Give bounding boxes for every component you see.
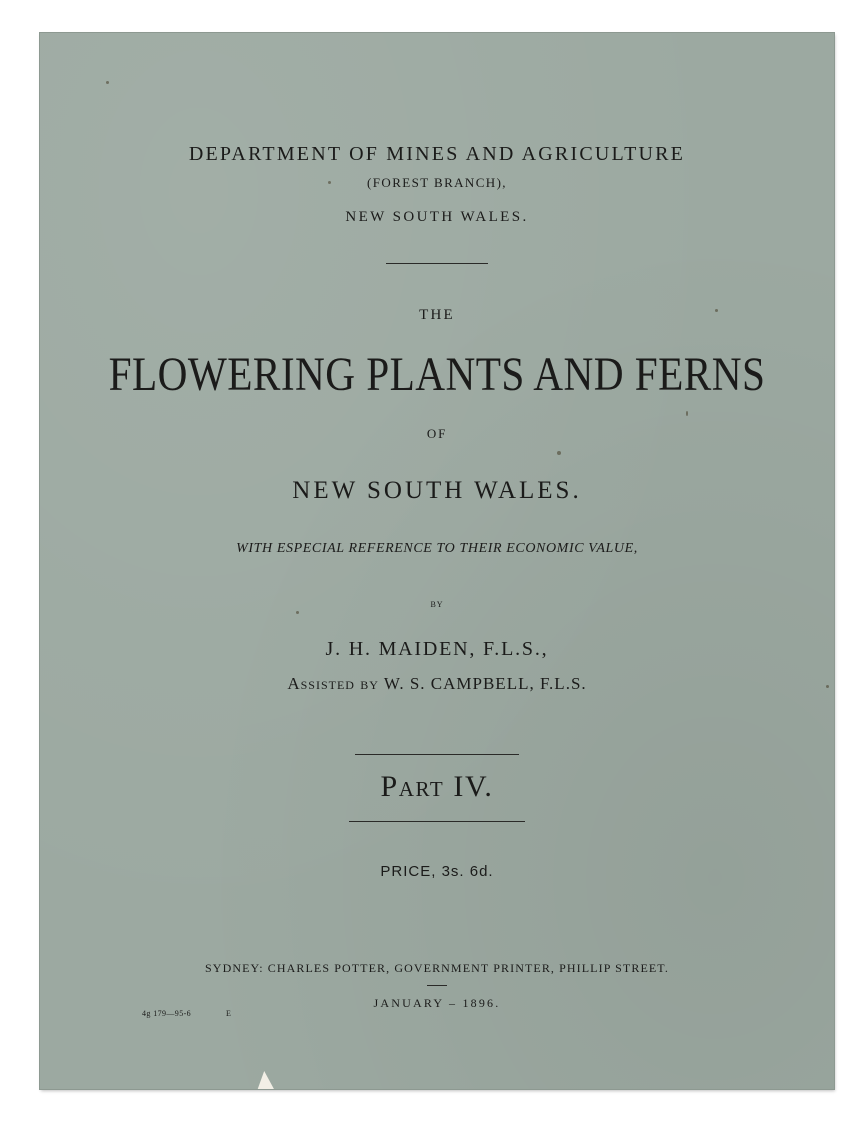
printer-imprint: SYDNEY: CHARLES POTTER, GOVERNMENT PRINTER, PHILLIP STREET. [205, 961, 669, 975]
torn-corner [257, 1071, 275, 1089]
paper-speck [715, 309, 718, 312]
byline-label: BY [430, 600, 444, 609]
department-heading: DEPARTMENT OF MINES AND AGRICULTURE [188, 143, 686, 165]
book-title: FLOWERING PLANTS AND FERNS [108, 348, 766, 401]
divider-rule [386, 263, 488, 264]
part-number: Part IV. [380, 770, 494, 803]
publication-date: JANUARY – 1896. [373, 996, 501, 1010]
part-rule-bottom [349, 821, 525, 822]
imprint-rule [427, 985, 447, 986]
part-rule-top [355, 754, 519, 755]
title-article: THE [419, 307, 455, 323]
branch-subheading: (FOREST BRANCH), [367, 175, 507, 190]
author-name: J. H. MAIDEN, F.L.S., [325, 638, 549, 660]
title-region: NEW SOUTH WALES. [292, 477, 582, 504]
assisted-prefix: Assisted by [287, 674, 379, 693]
paper-speck [826, 685, 829, 688]
region-heading: NEW SOUTH WALES. [345, 209, 529, 225]
print-code: 4g 179—95-6 [142, 1009, 192, 1018]
assistant-name: W. S. CAMPBELL, F.L.S. [383, 674, 587, 693]
assistant-line [40, 674, 834, 694]
paper-speck [106, 81, 109, 84]
price-label: PRICE, 3s. 6d. [380, 863, 494, 880]
paper-speck [328, 181, 331, 184]
paper-speck [686, 411, 688, 416]
book-subtitle: WITH ESPECIAL REFERENCE TO THEIR ECONOMIC VALUE, [236, 541, 638, 556]
print-code-letter: E [226, 1009, 231, 1018]
paper-speck [557, 451, 561, 455]
title-preposition: OF [426, 426, 448, 441]
paper-speck [296, 611, 299, 614]
book-cover [40, 33, 834, 1089]
